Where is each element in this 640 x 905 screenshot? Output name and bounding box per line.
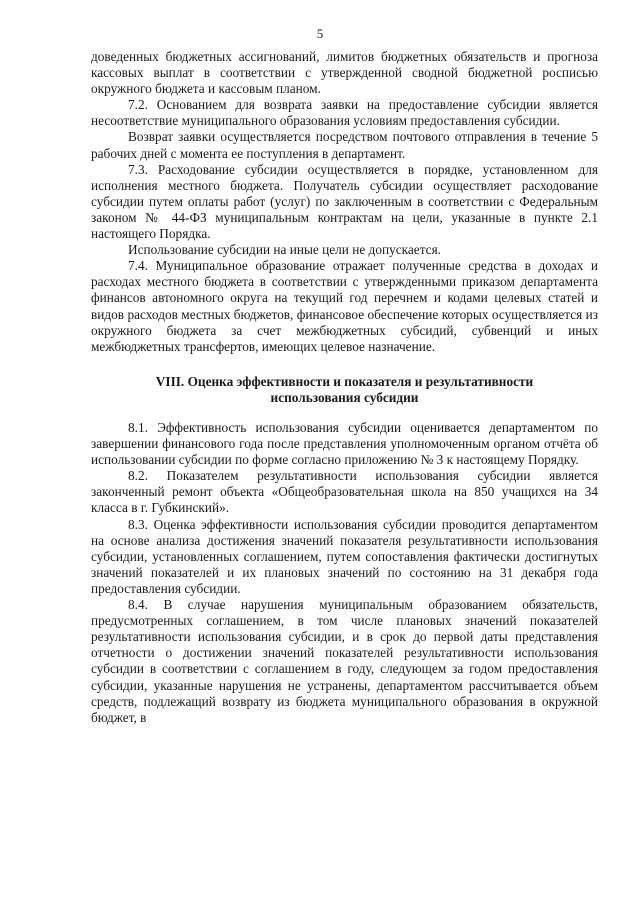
section-viii-heading xyxy=(91,374,598,406)
paragraph-continuation: доведенных бюджетных ассигнований, лимитов бюджетных обязательств и прогноза кассовых выплат в соответствии с утвержденной сводной бюджетной росписью окружного бюджета и кассовым планом. xyxy=(91,49,598,97)
paragraph-8-4: 8.4. В случае нарушения муниципальным образованием обязательств, предусмотренных соглашением, в том числе плановых значений показателей результативности использования субсидии, и в срок до первой даты представления отчетности о достижении значений показателей результативности использования субсидии в соответствии с соглашением в году, следующем за годом предоставления субсидии, указанные нарушения не устранены, департаментом рассчитывается объем средств, подлежащий возврату из бюджета муниципального образования в окружной бюджет, в xyxy=(91,597,598,725)
paragraph-7-4: 7.4. Муниципальное образование отражает полученные средства в доходах и расходах местного бюджета в соответствии с утвержденными приказом департамента финансов автономного округа на текущий год перечнем и кодами целевых статей и видов расходов местных бюджетов, финансовое обеспечение которых осуществляется из окружного бюджета за счет межбюджетных субсидий, субвенций и иных межбюджетных трансфертов, имеющих целевое назначение. xyxy=(91,258,598,354)
paragraph-7-2-return: Возврат заявки осуществляется посредством почтового отправления в течение 5 рабочих дней с момента ее поступления в департамент. xyxy=(91,129,598,161)
paragraph-7-2: 7.2. Основанием для возврата заявки на предоставление субсидии является несоответствие муниципального образования условиям предоставления субсидии. xyxy=(91,97,598,129)
paragraph-7-3: 7.3. Расходование субсидии осуществляется в порядке, установленном для исполнения местного бюджета. Получатель субсидии осуществляет расходование субсидии путем оплаты работ (услуг) по заключенным в соответствии с Федеральным законом № 44-ФЗ муниципальным контрактам на цели, указанные в пункте 2.1 настоящего Порядка. xyxy=(91,161,598,242)
section-heading-line-2: использования субсидии xyxy=(270,390,419,406)
section-heading-line-1: VIII. Оценка эффективности и показателя и результативности xyxy=(155,374,534,389)
paragraph-8-3: 8.3. Оценка эффективности использования субсидии проводится департаментом на основе анализа достижения значений показателя результативности использования субсидии, установленных соглашением, путем сопоставления фактически достигнутых значений показателей и их плановых значений по состоянию на 31 декабря года предоставления субсидии. xyxy=(91,516,598,596)
paragraph-8-2: 8.2. Показателем результативности использования субсидии является законченный ремонт объекта «Общеобразовательная школа на 850 учащихся на 34 класса в г. Губкинский». xyxy=(91,468,598,516)
paragraph-8-1: 8.1. Эффективность использования субсидии оценивается департаментом по завершении финансового года после представления уполномоченным органом отчёта об использовании субсидии по форме согласно приложению № 3 к настоящему Порядку. xyxy=(91,420,598,468)
section-7-text xyxy=(91,49,598,355)
page-number: 5 xyxy=(316,26,324,41)
section-8-text xyxy=(91,420,598,726)
paragraph-7-3-restriction: Использование субсидии на иные цели не допускается. xyxy=(128,242,442,258)
